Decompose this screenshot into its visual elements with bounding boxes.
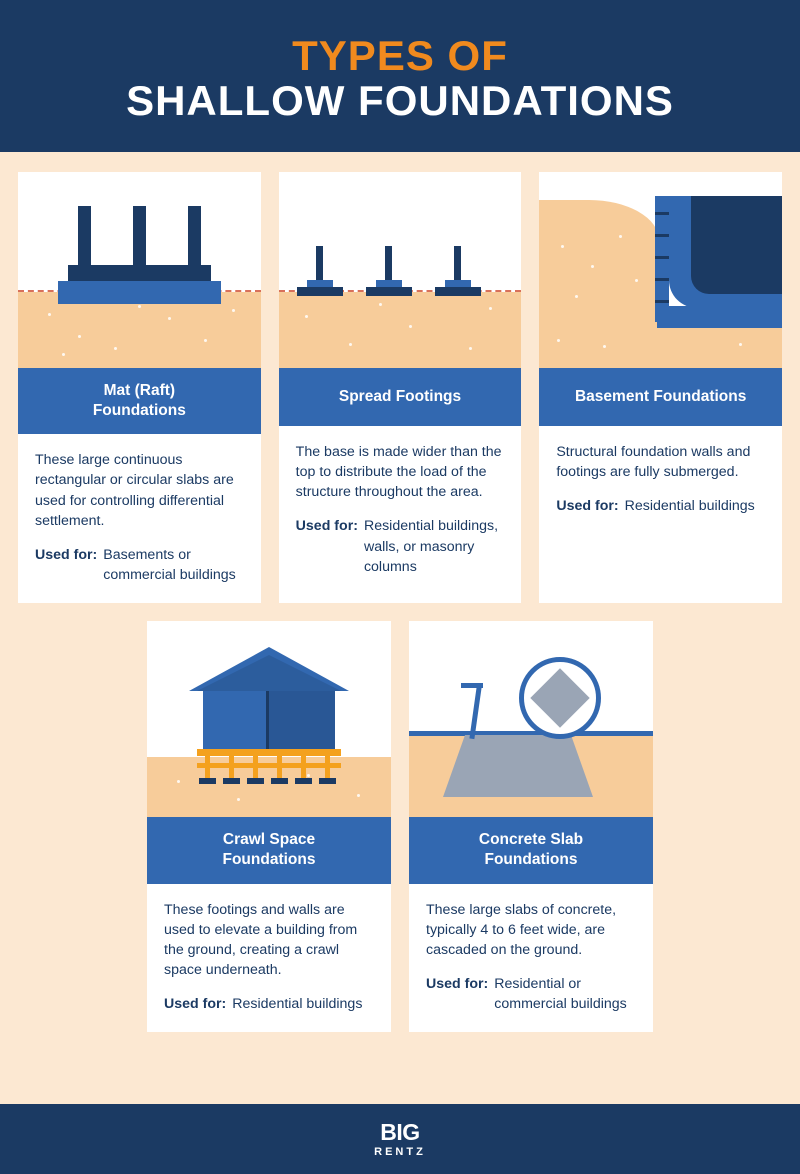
card-mat-raft-foundations	[18, 172, 261, 603]
illustration-concrete-slab	[409, 621, 653, 817]
card-title-concrete-slab	[409, 817, 653, 883]
card-usedfor	[296, 516, 505, 576]
usedfor-label: Used for:	[556, 498, 619, 515]
usedfor-value: Residential buildings	[232, 996, 363, 1013]
page-header	[0, 0, 800, 152]
column-right	[188, 206, 201, 266]
illustration-basement	[539, 172, 782, 368]
card-title-crawl-space	[147, 817, 391, 883]
card-title-text: Mat (Raft) Foundations	[92, 382, 186, 420]
card-title-text: Spread Footings	[338, 387, 462, 405]
card-title-text: Concrete Slab Foundations	[478, 831, 584, 869]
crawl-pier-5	[301, 756, 306, 780]
footing-column-2	[385, 246, 392, 282]
card-description: Structural foundation walls and footings are fully submerged.	[556, 444, 751, 481]
crawl-pier-3	[253, 756, 258, 780]
rebar-tie-1	[655, 212, 669, 215]
usedfor-label: Used for:	[35, 546, 98, 563]
ground-soil	[279, 292, 522, 368]
card-description: These large continuous rectangular or circular slabs are used for controlling differential settlement.	[35, 452, 234, 529]
page-title-line2: SHALLOW FOUNDATIONS	[126, 76, 674, 124]
card-concrete-slab-foundations	[409, 621, 653, 1032]
cards-row-2	[18, 621, 782, 1032]
logo-big-text: BIG	[380, 1118, 420, 1145]
cards-row-1	[18, 172, 782, 603]
slab-right-edge	[571, 735, 593, 797]
card-title-spread-footings	[279, 368, 522, 426]
card-title-mat-raft	[18, 368, 261, 434]
card-crawl-space-foundations	[147, 621, 391, 1032]
slab-body	[465, 735, 571, 797]
footing-base-2	[366, 287, 412, 296]
footing-base-1	[297, 287, 343, 296]
card-body-mat-raft	[18, 434, 261, 603]
usedfor-label: Used for:	[295, 518, 358, 535]
rebar-tie-3	[655, 256, 669, 259]
house-center-line	[266, 691, 269, 749]
crawl-footing-5	[295, 778, 312, 784]
crawl-footing-4	[271, 778, 288, 784]
crawl-pier-1	[205, 756, 210, 780]
card-usedfor	[164, 994, 374, 1014]
crawl-footing-3	[247, 778, 264, 784]
footing-base-3	[435, 287, 481, 296]
page-footer	[0, 1104, 800, 1174]
usedfor-value: Basements or commercial buildings	[103, 546, 236, 584]
floor-beam-bottom	[197, 763, 341, 768]
crawl-footing-2	[223, 778, 240, 784]
card-body-crawl-space	[147, 884, 391, 1033]
card-basement-foundations	[539, 172, 782, 603]
usedfor-label: Used for:	[426, 975, 489, 992]
card-body-basement	[539, 426, 782, 603]
card-body-concrete-slab	[409, 884, 653, 1033]
card-usedfor	[35, 545, 244, 585]
card-title-text: Basement Foundations	[574, 387, 747, 405]
footing-column-3	[454, 246, 461, 282]
raft-slab-top	[68, 265, 211, 282]
card-usedfor	[556, 496, 765, 516]
usedfor-value: Residential buildings	[624, 498, 755, 515]
card-title-text: Crawl Space Foundations	[222, 831, 316, 869]
column-left	[78, 206, 91, 266]
illustration-mat-raft	[18, 172, 261, 368]
footing-column-1	[316, 246, 323, 282]
basement-interior	[691, 196, 782, 294]
illustration-crawl-space	[147, 621, 391, 817]
card-body-spread-footings	[279, 426, 522, 603]
crawl-footing-6	[319, 778, 336, 784]
soil-base	[539, 322, 782, 368]
house-body-shade	[267, 691, 335, 749]
card-description: The base is made wider than the top to distribute the load of the structure throughout the area.	[295, 444, 502, 501]
usedfor-value: Residential buildings, walls, or masonry columns	[363, 518, 499, 575]
cards-container	[0, 152, 800, 1032]
page-title-line1: TYPES OF	[292, 31, 508, 79]
slab-left-edge	[443, 735, 465, 797]
rebar-tie-2	[655, 234, 669, 237]
logo-rentz-text: RENTZ	[374, 1145, 426, 1158]
house-roof-shade	[197, 655, 341, 691]
basement-footing	[657, 306, 782, 328]
card-description: These footings and walls are used to elevate a building from the ground, creating a crawl space underneath.	[164, 901, 358, 978]
illustration-spread-footings	[279, 172, 522, 368]
column-center	[133, 206, 146, 266]
rebar-tie-5	[655, 300, 669, 303]
crawl-pier-4	[277, 756, 282, 780]
card-usedfor	[426, 974, 636, 1014]
raft-slab-base	[58, 281, 221, 304]
tool-head	[461, 683, 483, 688]
usedfor-value: Residential or commercial buildings	[494, 975, 627, 1013]
crawl-footing-1	[199, 778, 216, 784]
usedfor-label: Used for:	[164, 996, 227, 1013]
crawl-pier-6	[325, 756, 330, 780]
floor-beam-top	[197, 749, 341, 756]
crawl-pier-2	[229, 756, 234, 780]
card-description: These large slabs of concrete, typically 4 to 6 feet wide, are cascaded on the ground.	[426, 901, 617, 958]
rebar-tie-4	[655, 278, 669, 281]
card-title-basement	[539, 368, 782, 426]
brand-logo	[374, 1118, 426, 1158]
card-spread-footings	[279, 172, 522, 603]
